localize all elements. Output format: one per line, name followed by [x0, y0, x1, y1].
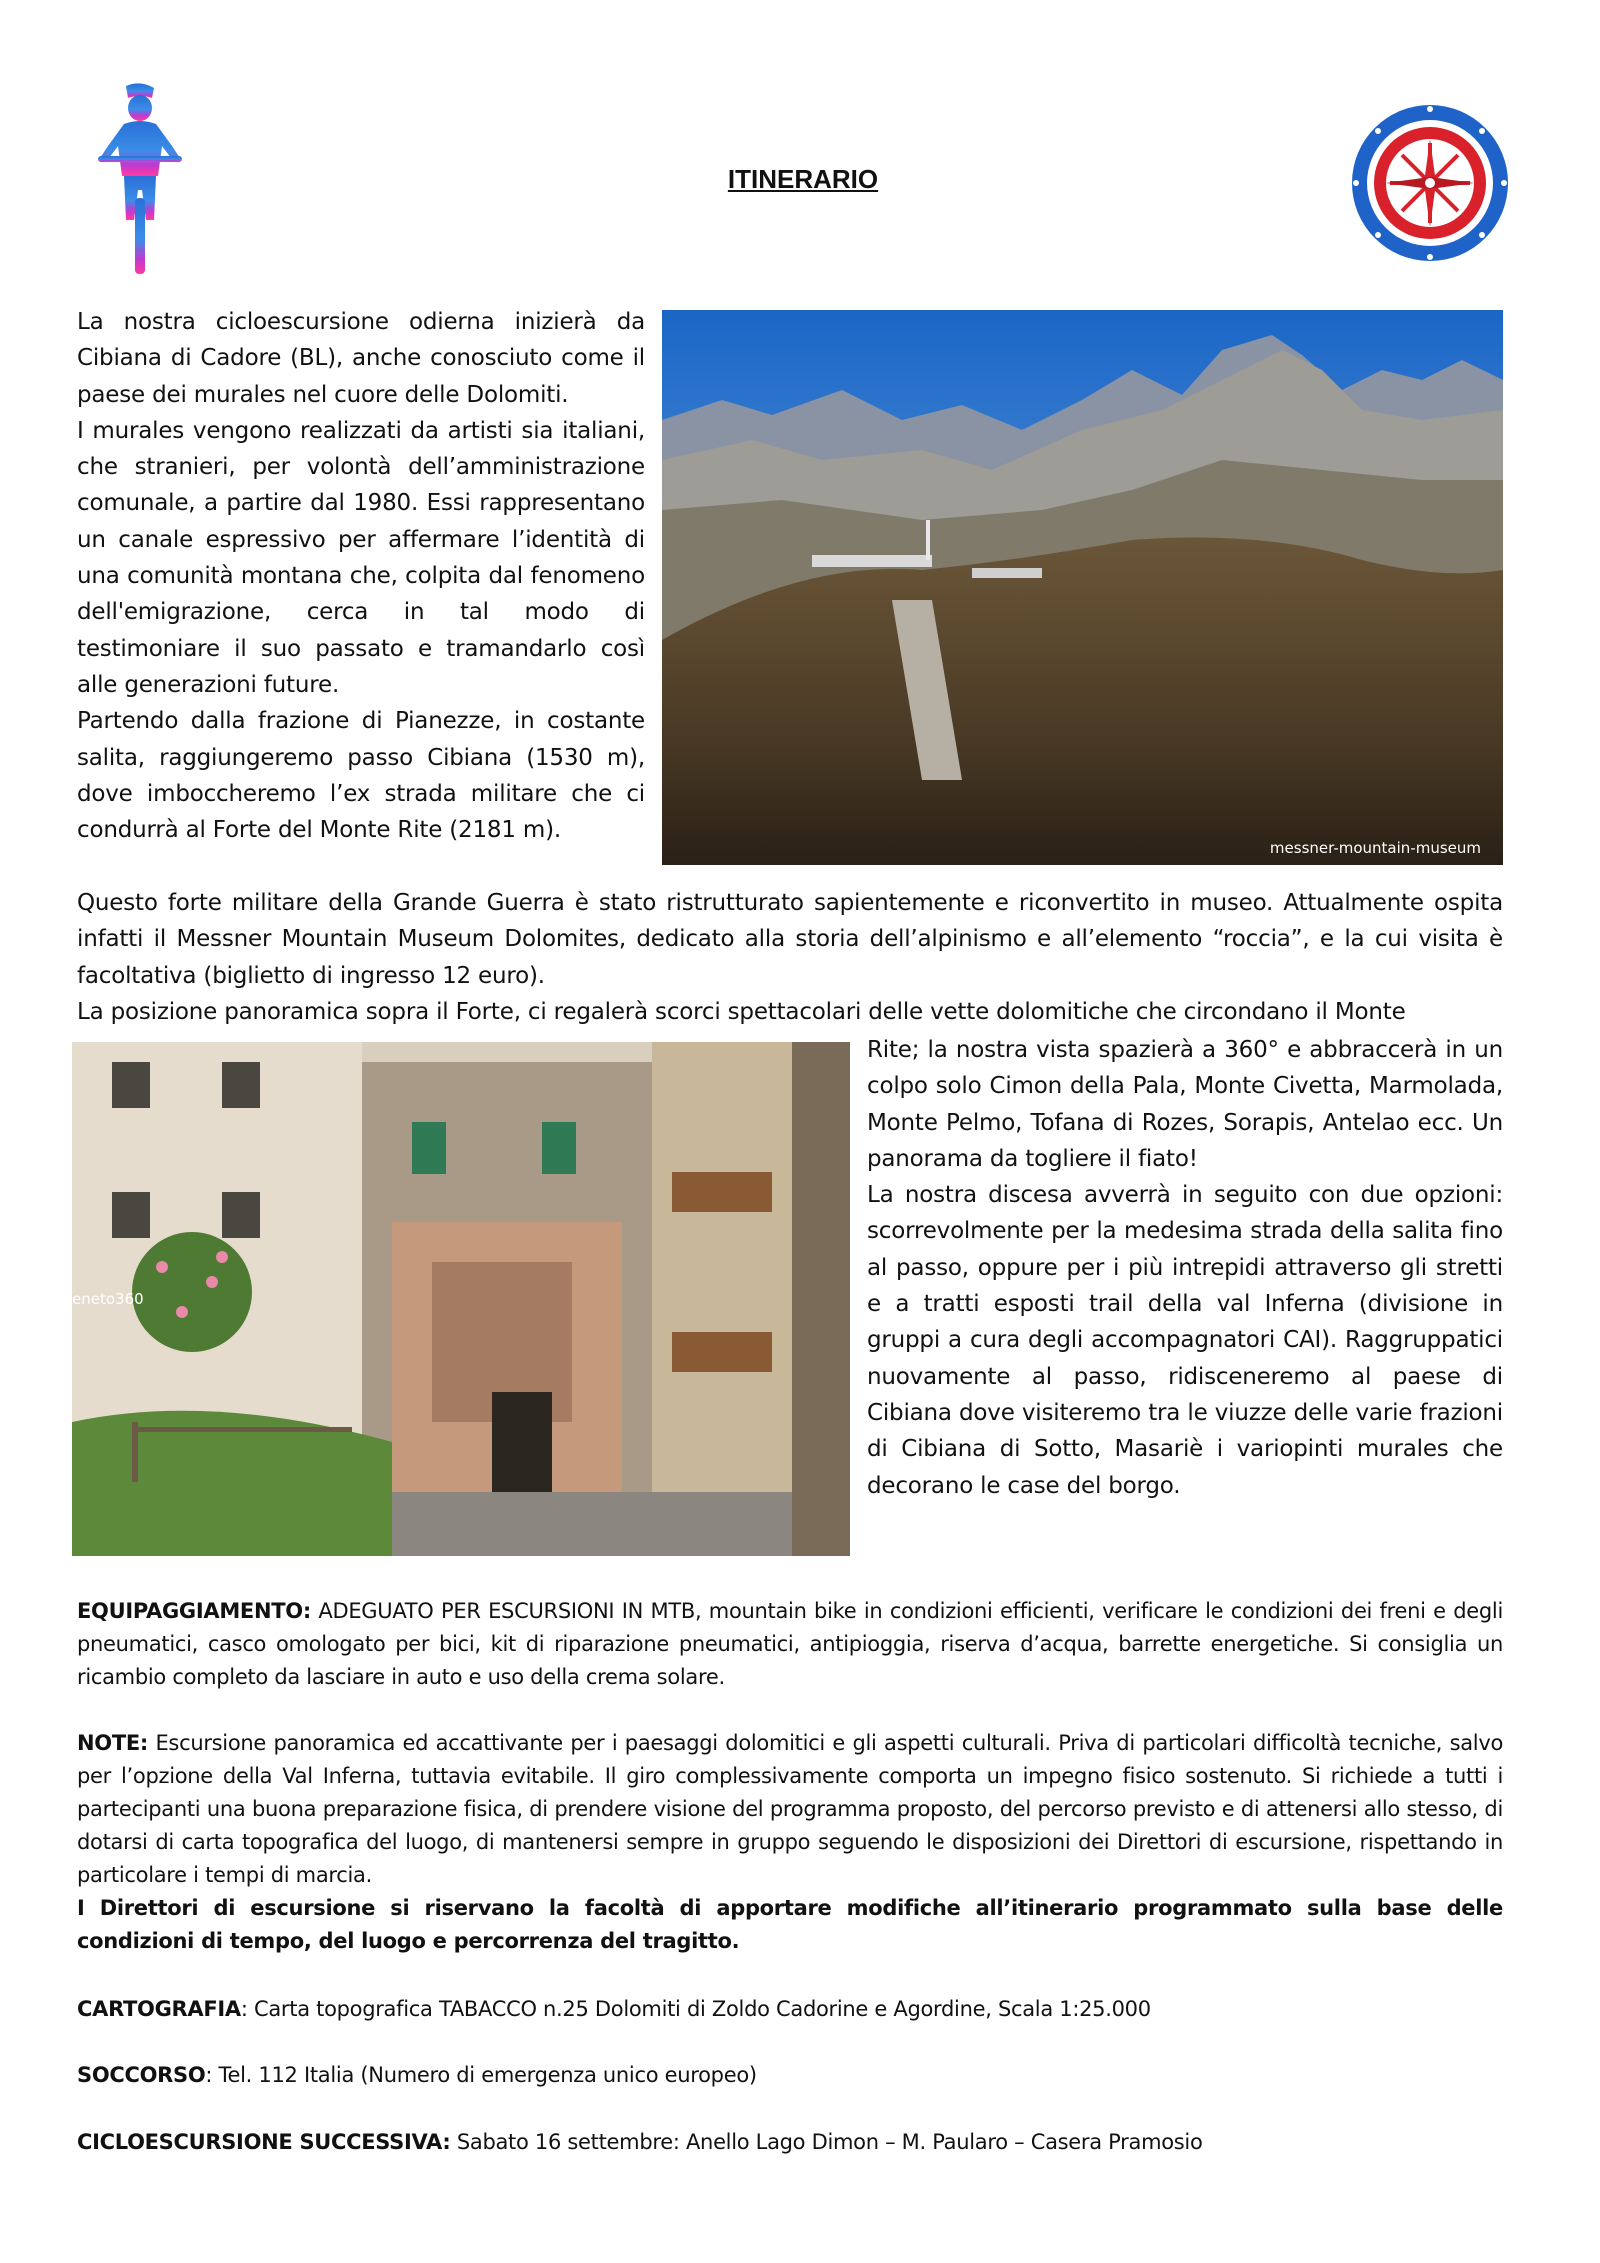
intro-paragraph-7: La nostra discesa avverrà in seguito con due opzioni: scorrevolmente per la medesima strada della salita fino al passo, oppure per i più intrepidi attraverso gli stretti e a tratti esposti trail della val Inferna (divisione in gruppi a cura degli accompagnatori CAI). Raggruppatici nuovamente al passo, ridisceneremo al paese di Cibiana dove visiteremo tra le viuzze delle varie frazioni di Cibiana di Sotto, Masariè i variopinti murales che decorano le case del borgo. [867, 1182, 1503, 1499]
next-excursion-section [77, 2126, 1503, 2159]
rescue-text: : Tel. 112 Italia (Numero di emergenza unico europeo) [205, 2063, 757, 2087]
village-murals-photo [72, 1042, 850, 1556]
village-photo-caption: eneto360 [72, 1290, 144, 1308]
next-excursion-text: Sabato 16 settembre: Anello Lago Dimon – M. Paularo – Casera Pramosio [450, 2130, 1203, 2154]
mountain-photo-caption: messner-mountain-museum [1269, 839, 1481, 857]
notes-section [77, 1727, 1503, 1958]
page-title: ITINERARIO [727, 164, 879, 194]
rescue-section [77, 2059, 1503, 2092]
intro-paragraph-4: Questo forte militare della Grande Guerra è stato ristrutturato sapientemente e riconvertito in museo. Attualmente ospita infatti il Messner Mountain Museum Dolomites, dedicato alla storia dell’alpinismo e all’elemento “roccia”, e la cui visita è facoltativa (biglietto di ingresso 12 euro). [77, 890, 1503, 989]
intro-paragraph-5: La posizione panoramica sopra il Forte, ci regalerà scorci spettacolari delle vette dolomitiche che circondano il Monte [77, 998, 1406, 1025]
equipment-section [77, 1595, 1503, 1694]
equipment-text: ADEGUATO PER ESCURSIONI IN MTB, mountain bike in condizioni efficienti, verificare le condizioni dei freni e degli pneumatici, casco omologato per bici, kit di riparazione pneumatici, antipioggia, riserva d’acqua, barrette energetiche. Si consiglia un ricambio completo da lasciare in auto e uso della crema solare. [77, 1599, 1503, 1689]
intro-paragraph-2: I murales vengono realizzati da artisti sia italiani, che stranieri, per volontà dell’amministrazione comunale, a partire dal 1980. Essi rappresentano un canale espressivo per affermare l’identità di una comunità montana che, colpita dal fenomeno dell'emigrazione, cerca in tal modo di testimoniare il suo passato e tramandarlo così alle generazioni future. [77, 417, 645, 698]
intro-paragraph-6: Rite; la nostra vista spazierà a 360° e abbraccerà in un colpo solo Cimon della Pala, Monte Civetta, Marmolada, Monte Pelmo, Tofana di Rozes, Sorapis, Antelao ecc. Un panorama da togliere il fiato! [867, 1037, 1503, 1172]
compass-logo-icon [1350, 102, 1510, 264]
equipment-label: EQUIPAGGIAMENTO: [77, 1599, 311, 1623]
rescue-label: SOCCORSO [77, 2063, 206, 2087]
intro-paragraph-3: Partendo dalla frazione di Pianezze, in costante salita, raggiungeremo passo Cibiana (1530 m), dove imboccheremo l’ex strada militare che ci condurrà al Forte del Monte Rite (2181 m). [77, 708, 645, 844]
intro-paragraph-1: La nostra cicloescursione odierna inizierà da Cibiana di Cadore (BL), anche conosciuto come il paese dei murales nel cuore delle Dolomiti. [77, 309, 645, 408]
notes-directors-warning: I Direttori di escursione si riservano la facoltà di apportare modifiche all’itinerario programmato sulla base delle condizioni di tempo, del luogo e percorrenza del tragitto. [77, 1896, 1503, 1953]
cartography-text: : Carta topografica TABACCO n.25 Dolomiti di Zoldo Cadorine e Agordine, Scala 1:25.000 [240, 1997, 1151, 2021]
notes-text: Escursione panoramica ed accattivante per i paesaggi dolomitici e gli aspetti culturali. Priva di particolari difficoltà tecniche, salvo per l’opzione della Val Inferna, tuttavia evitabile. Il giro complessivamente comporta un impegno fisico sostenuto. Si richiede a tutti i partecipanti una buona preparazione fisica, di prendere visione del programma proposto, del percorso previsto e di attenersi allo stesso, di dotarsi di carta topografica del luogo, di mantenersi sempre in gruppo seguendo le disposizioni dei Direttori di escursione, rispettando in particolare i tempi di marcia. [77, 1731, 1503, 1887]
cartography-label: CARTOGRAFIA [77, 1997, 241, 2021]
intro-text-top [77, 304, 645, 848]
mountain-museum-photo [662, 310, 1503, 865]
notes-label: NOTE: [77, 1731, 148, 1755]
intro-text-middle [77, 885, 1503, 1030]
intro-text-bottom [867, 1032, 1503, 1504]
cartography-section [77, 1993, 1503, 2026]
next-excursion-label: CICLOESCURSIONE SUCCESSIVA: [77, 2130, 451, 2154]
